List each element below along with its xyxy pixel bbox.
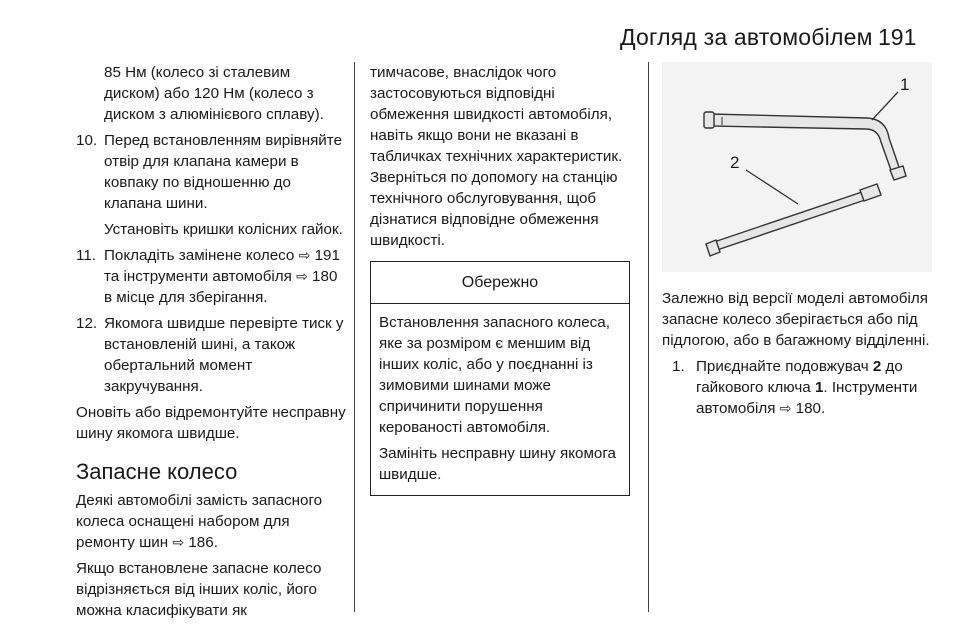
column-1 bbox=[76, 62, 348, 626]
continuation-text: 85 Нм (колесо зі сталевим диском) або 120 Нм (колесо з диском з алюмінієвого сплаву). bbox=[104, 64, 324, 123]
paragraph: Якщо встановлене запасне колесо відрізняється від інших коліс, його можна класифікувати як bbox=[76, 560, 322, 619]
column-2 bbox=[370, 62, 632, 496]
caution-text: Замініть несправну шину якомога швидше. bbox=[379, 445, 616, 483]
paragraph: Залежно від версії моделі автомобіля запасне колесо зберігається або під підлогою, або в багажному відділенні. bbox=[662, 290, 930, 349]
reference-arrow-icon: ⇨ bbox=[298, 247, 311, 263]
column-divider bbox=[648, 62, 649, 612]
list-item-1 bbox=[672, 356, 932, 419]
list-text bbox=[104, 245, 348, 308]
page-reference-link[interactable]: 180. bbox=[795, 400, 826, 417]
reference-arrow-icon: ⇨ bbox=[296, 268, 308, 284]
bold-ref: 2 bbox=[872, 358, 882, 375]
list-item-12 bbox=[76, 313, 348, 397]
list-text bbox=[696, 356, 932, 419]
list-number: 12. bbox=[76, 315, 98, 332]
list-item-10 bbox=[76, 130, 348, 214]
list-text: Перед встановленням вирівняйте отвір для клапана камери в ковпаку по відношенню до клапана шини. bbox=[104, 132, 343, 212]
text-span: Деякі автомобілі замість запасного колеса оснащені набором для ремонту шин bbox=[76, 492, 323, 551]
figure-label-1: 1 bbox=[900, 75, 910, 94]
reference-arrow-icon: ⇨ bbox=[779, 400, 792, 416]
paragraph bbox=[76, 490, 348, 553]
list-number: 1. bbox=[672, 358, 685, 375]
page-reference-link[interactable]: 186. bbox=[188, 534, 218, 551]
list-item-11 bbox=[76, 245, 348, 308]
list-number: 11. bbox=[76, 247, 96, 264]
page-header-title: Догляд за автомобілем bbox=[620, 24, 873, 50]
column-divider bbox=[354, 62, 355, 612]
caution-box bbox=[370, 261, 630, 496]
bold-ref: 1 bbox=[814, 379, 824, 396]
list-text: Якомога швидше перевірте тиск у встановленій шині, а також обертальний момент закручування. bbox=[104, 315, 344, 395]
caution-body bbox=[371, 304, 629, 495]
text-span: . Інструменти автомобіля bbox=[696, 379, 918, 417]
section-title: Запасне колесо bbox=[76, 459, 238, 484]
list-number: 10. bbox=[76, 132, 98, 149]
text-span: Покладіть замінене колесо bbox=[104, 247, 299, 264]
page-reference-link[interactable]: 191 bbox=[314, 247, 340, 264]
caution-text: Встановлення запасного колеса, яке за розміром є меншим від інших коліс, або у поєднанні із зимовими шинами може спричинити порушення керованості автомобіля. bbox=[379, 314, 610, 436]
renew-text: Оновіть або відремонтуйте несправну шину якомога швидше. bbox=[76, 404, 346, 442]
text-span: та інструменти автомобіля bbox=[104, 268, 297, 285]
page-number: 191 bbox=[878, 24, 917, 50]
reference-arrow-icon: ⇨ bbox=[172, 534, 185, 550]
wrench-illustration bbox=[662, 62, 932, 272]
text-span: до гайкового ключа bbox=[696, 358, 903, 396]
column-3 bbox=[662, 62, 932, 424]
text-span: Приєднайте подовжувач bbox=[696, 358, 873, 375]
page-reference-link[interactable]: 180 bbox=[312, 268, 338, 285]
figure-label-2: 2 bbox=[730, 153, 740, 172]
text-span: в місце для зберігання. bbox=[104, 289, 268, 306]
paragraph: тимчасове, внаслідок чого застосовуються відповідні обмеження швидкості автомобіля, навіть якщо вони не вказані в табличках технічних характеристик. Зверніться по допомогу на станцію технічного обслуговування, щоб дізнатися відповідне обмеження швидкості. bbox=[370, 64, 623, 249]
list-subtext: Установіть кришки колісних гайок. bbox=[104, 221, 343, 238]
caution-title: Обережно bbox=[371, 262, 629, 304]
wheel-wrench-and-extension-icon bbox=[662, 62, 932, 272]
